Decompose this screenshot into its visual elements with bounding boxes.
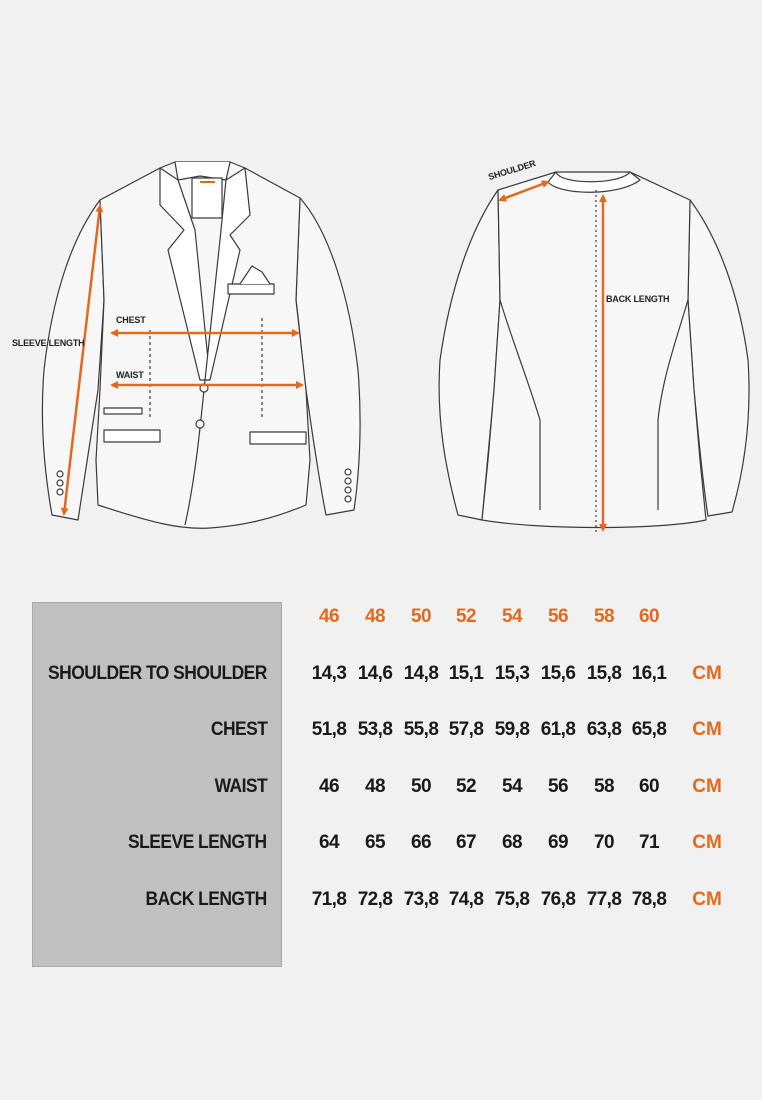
table-cell: 14,3 [311,663,347,684]
shoulder-label: SHOULDER [487,158,537,182]
table-cell: 78,8 [631,889,667,910]
back-jacket [439,172,749,532]
table-cell: 14,6 [357,663,393,684]
row-label-shoulder: SHOULDER TO SHOULDER [48,663,267,684]
table-cell: 15,1 [448,663,484,684]
row-label-back-length: BACK LENGTH [145,889,267,910]
table-cell: 15,8 [586,663,622,684]
size-header-58: 58 [594,606,614,627]
table-cell: 75,8 [494,889,530,910]
table-cell: 46 [319,776,339,797]
table-cell: 16,1 [631,663,667,684]
size-header-56: 56 [548,606,568,627]
unit-label: CM [692,889,722,910]
table-cell: 60 [639,776,659,797]
row-label-chest: CHEST [210,719,267,740]
table-cell: 77,8 [586,889,622,910]
table-cell: 67 [456,832,476,853]
size-table [0,590,762,980]
table-cell: 15,3 [494,663,530,684]
table-cell: 55,8 [403,719,439,740]
table-cell: 66 [411,832,431,853]
table-cell: 14,8 [403,663,439,684]
table-cell: 54 [502,776,522,797]
size-header-50: 50 [411,606,431,627]
table-cell: 65 [365,832,385,853]
table-cell: 71 [639,832,659,853]
table-cell: 53,8 [357,719,393,740]
table-cell: 68 [502,832,522,853]
table-cell: 69 [548,832,568,853]
row-label-waist: WAIST [214,776,267,797]
chest-label: CHEST [116,315,146,325]
unit-label: CM [692,776,722,797]
table-cell: 71,8 [311,889,347,910]
size-header-60: 60 [639,606,659,627]
size-header-46: 46 [319,606,339,627]
table-cell: 76,8 [540,889,576,910]
front-jacket [42,162,360,528]
sleeve-length-label: SLEEVE LENGTH [12,338,85,348]
table-cell: 65,8 [631,719,667,740]
table-cell: 51,8 [311,719,347,740]
row-label-sleeve-length: SLEEVE LENGTH [128,832,267,853]
size-header-54: 54 [502,606,522,627]
back-length-label: BACK LENGTH [606,294,670,304]
table-cell: 48 [365,776,385,797]
table-cell: 59,8 [494,719,530,740]
unit-label: CM [692,663,722,684]
table-cell: 61,8 [540,719,576,740]
table-cell: 73,8 [403,889,439,910]
waist-label: WAIST [116,370,144,380]
table-cell: 64 [319,832,339,853]
table-cell: 52 [456,776,476,797]
table-cell: 58 [594,776,614,797]
table-cell: 56 [548,776,568,797]
table-cell: 15,6 [540,663,576,684]
table-cell: 74,8 [448,889,484,910]
table-cell: 72,8 [357,889,393,910]
size-header-48: 48 [365,606,385,627]
table-cell: 63,8 [586,719,622,740]
unit-label: CM [692,832,722,853]
size-header-52: 52 [456,606,476,627]
table-cell: 70 [594,832,614,853]
unit-label: CM [692,719,722,740]
table-cell: 57,8 [448,719,484,740]
table-cell: 50 [411,776,431,797]
